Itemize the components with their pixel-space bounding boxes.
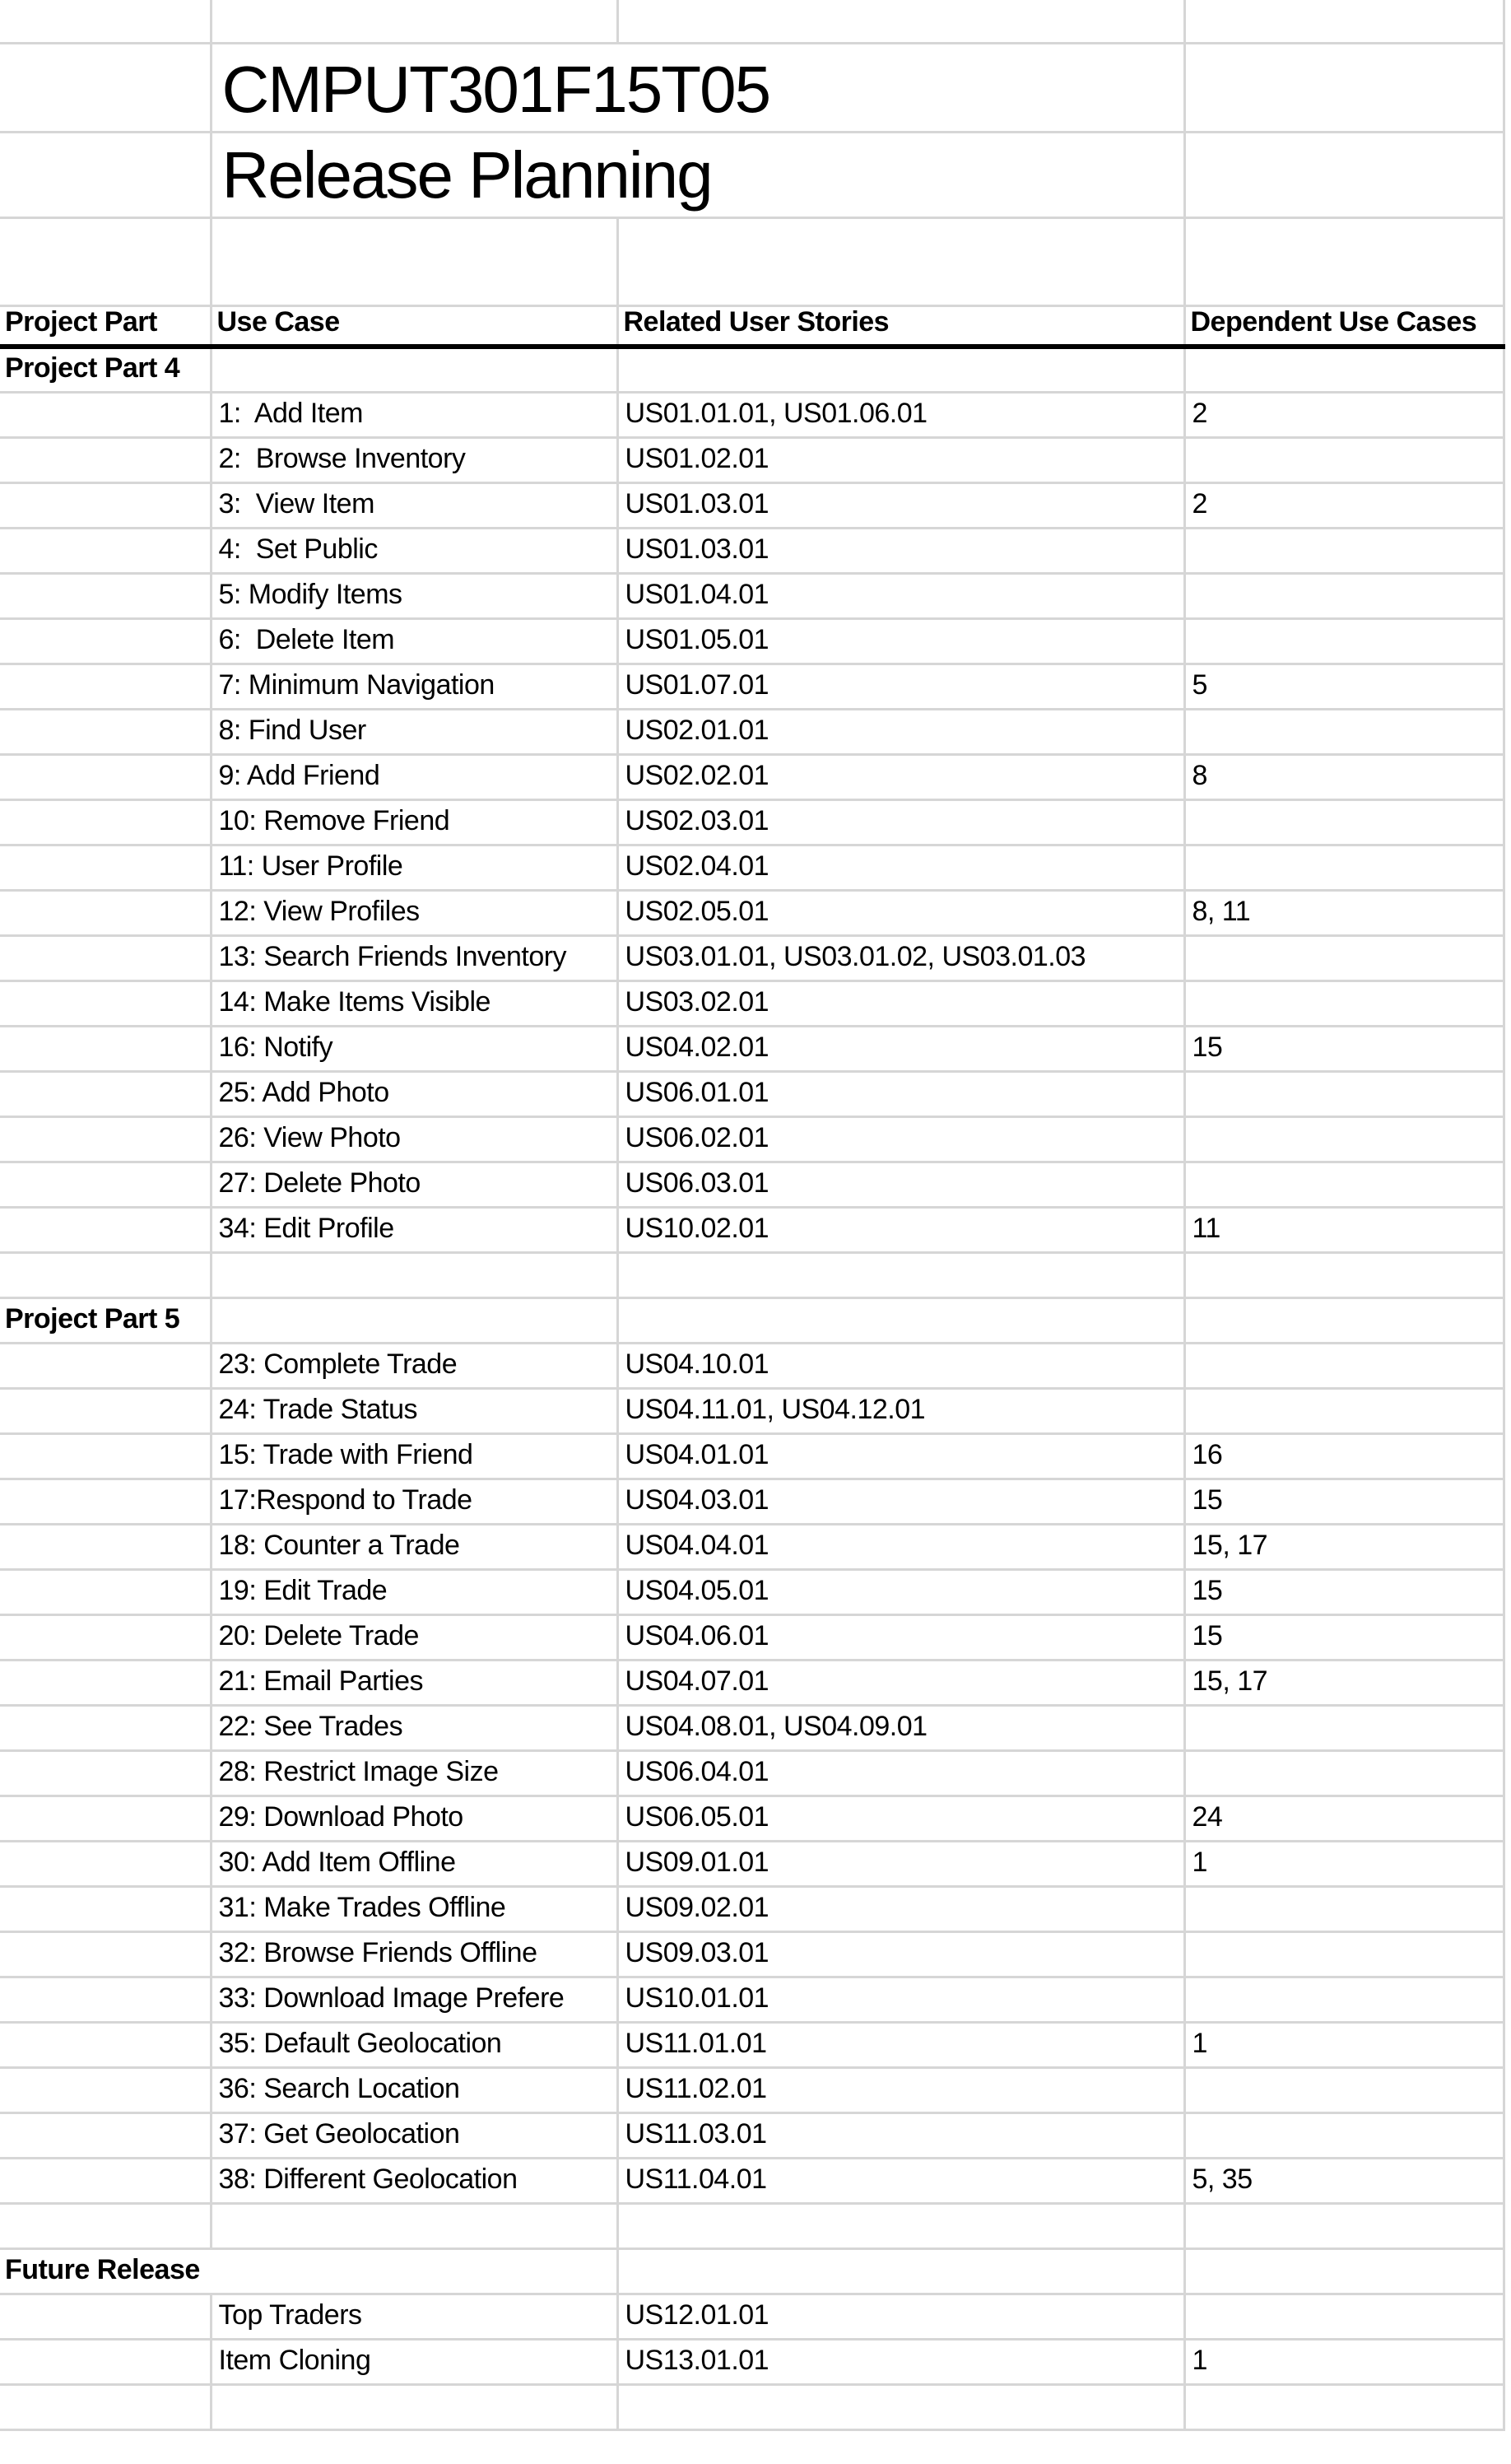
cell-related-stories[interactable]: US02.02.01 xyxy=(617,754,1184,799)
cell-use-case[interactable]: 1: Add Item xyxy=(211,392,617,437)
cell-dependent[interactable] xyxy=(1184,618,1504,664)
cell-project-part[interactable] xyxy=(0,709,211,754)
cell-related-stories[interactable]: US04.10.01 xyxy=(617,1343,1184,1388)
cell-use-case[interactable]: 29: Download Photo xyxy=(211,1796,617,1841)
cell-use-case[interactable]: 38: Different Geolocation xyxy=(211,2158,617,2203)
table-row xyxy=(0,935,1504,980)
sheet-subtitle[interactable]: Release Planning xyxy=(211,132,1184,217)
cell-use-case[interactable]: 12: View Profiles xyxy=(211,890,617,935)
cell-dependent[interactable] xyxy=(1184,1388,1504,1433)
cell-use-case[interactable]: 15: Trade with Friend xyxy=(211,1433,617,1479)
cell-project-part[interactable] xyxy=(0,1162,211,1207)
cell-related-stories[interactable]: US11.02.01 xyxy=(617,2067,1184,2112)
col-header-related-user-stories[interactable]: Related User Stories xyxy=(617,305,1184,347)
cell-empty[interactable] xyxy=(211,2384,617,2429)
table-row xyxy=(0,845,1504,890)
cell-use-case[interactable]: 11: User Profile xyxy=(211,845,617,890)
cell-use-case[interactable]: 10: Remove Friend xyxy=(211,799,617,845)
cell-dependent[interactable] xyxy=(1184,2112,1504,2158)
cell-project-part[interactable] xyxy=(0,1524,211,1569)
cell-empty[interactable] xyxy=(0,217,211,305)
cell-use-case[interactable]: 27: Delete Photo xyxy=(211,1162,617,1207)
cell-dependent[interactable] xyxy=(1184,1705,1504,1750)
cell-related-stories[interactable]: US06.05.01 xyxy=(617,1796,1184,1841)
cell-use-case[interactable]: 9: Add Friend xyxy=(211,754,617,799)
table-row xyxy=(0,754,1504,799)
cell-use-case[interactable]: Item Cloning xyxy=(211,2339,617,2384)
cell-empty[interactable] xyxy=(617,217,1184,305)
cell-empty[interactable] xyxy=(1184,132,1504,217)
table-row xyxy=(0,1569,1504,1614)
cell-dependent[interactable]: 2 xyxy=(1184,392,1504,437)
cell-related-stories[interactable]: US10.02.01 xyxy=(617,1207,1184,1252)
cell-related-stories[interactable]: US02.03.01 xyxy=(617,799,1184,845)
cell-related-stories[interactable] xyxy=(617,2248,1184,2294)
cell-project-part[interactable] xyxy=(0,754,211,799)
cell-dependent[interactable]: 5, 35 xyxy=(1184,2158,1504,2203)
cell-empty[interactable] xyxy=(0,132,211,217)
table-row xyxy=(0,1841,1504,1886)
cell-project-part[interactable] xyxy=(0,664,211,709)
cell-empty[interactable] xyxy=(617,2384,1184,2429)
section-header-row xyxy=(0,2248,1504,2294)
cell-use-case[interactable] xyxy=(211,1297,617,1343)
cell-dependent[interactable]: 15 xyxy=(1184,1569,1504,1614)
row-column-headers xyxy=(0,305,1504,347)
cell-use-case[interactable]: 34: Edit Profile xyxy=(211,1207,617,1252)
table-row xyxy=(0,2339,1504,2384)
cell-empty[interactable] xyxy=(617,1252,1184,1297)
row-subtitle xyxy=(0,132,1504,217)
cell-related-stories[interactable]: US04.03.01 xyxy=(617,1479,1184,1524)
cell-dependent[interactable]: 24 xyxy=(1184,1796,1504,1841)
cell-project-part[interactable] xyxy=(0,573,211,618)
col-header-dependent-use-cases[interactable]: Dependent Use Cases xyxy=(1184,305,1504,347)
cell-dependent[interactable] xyxy=(1184,845,1504,890)
table-row xyxy=(0,437,1504,482)
cell-use-case[interactable]: 25: Add Photo xyxy=(211,1071,617,1116)
section-label-cell[interactable]: Project Part 5 xyxy=(0,1297,211,1343)
cell-project-part[interactable] xyxy=(0,392,211,437)
row-top-blank xyxy=(0,0,1504,43)
cell-related-stories[interactable]: US06.04.01 xyxy=(617,1750,1184,1796)
cell-use-case[interactable]: 23: Complete Trade xyxy=(211,1343,617,1388)
cell-dependent[interactable] xyxy=(1184,437,1504,482)
cell-related-stories[interactable]: US01.01.01, US01.06.01 xyxy=(617,392,1184,437)
cell-use-case[interactable]: 4: Set Public xyxy=(211,528,617,573)
table-row xyxy=(0,2158,1504,2203)
cell-dependent[interactable] xyxy=(1184,1977,1504,2022)
cell-project-part[interactable] xyxy=(0,1479,211,1524)
table-row xyxy=(0,618,1504,664)
cell-empty[interactable] xyxy=(617,2203,1184,2248)
cell-empty[interactable] xyxy=(0,0,211,43)
cell-related-stories[interactable]: US03.01.01, US03.01.02, US03.01.03 xyxy=(617,935,1184,980)
cell-empty[interactable] xyxy=(0,43,211,132)
sheet-title[interactable]: CMPUT301F15T05 xyxy=(211,43,1184,132)
cell-related-stories[interactable]: US02.05.01 xyxy=(617,890,1184,935)
cell-project-part[interactable] xyxy=(0,2022,211,2067)
cell-project-part[interactable] xyxy=(0,1705,211,1750)
cell-dependent[interactable]: 1 xyxy=(1184,2022,1504,2067)
cell-dependent[interactable]: 8 xyxy=(1184,754,1504,799)
cell-project-part[interactable] xyxy=(0,1841,211,1886)
cell-project-part[interactable] xyxy=(0,1569,211,1614)
cell-related-stories[interactable]: US01.07.01 xyxy=(617,664,1184,709)
row-blank-tall xyxy=(0,217,1504,305)
cell-empty[interactable] xyxy=(1184,217,1504,305)
section-label-cell[interactable]: Future Release xyxy=(0,2248,617,2294)
cell-dependent[interactable] xyxy=(1184,1931,1504,1977)
cell-project-part[interactable] xyxy=(0,799,211,845)
cell-dependent[interactable]: 15 xyxy=(1184,1026,1504,1071)
table-row xyxy=(0,1750,1504,1796)
cell-use-case[interactable]: Top Traders xyxy=(211,2294,617,2339)
cell-empty[interactable] xyxy=(0,2203,211,2248)
cell-related-stories[interactable] xyxy=(617,347,1184,392)
table-row xyxy=(0,1705,1504,1750)
cell-project-part[interactable] xyxy=(0,2158,211,2203)
cell-project-part[interactable] xyxy=(0,1026,211,1071)
table-row xyxy=(0,1433,1504,1479)
cell-use-case[interactable]: 33: Download Image Prefere xyxy=(211,1977,617,2022)
cell-dependent[interactable]: 1 xyxy=(1184,2339,1504,2384)
cell-related-stories[interactable]: US01.02.01 xyxy=(617,437,1184,482)
cell-related-stories[interactable]: US03.02.01 xyxy=(617,980,1184,1026)
cell-use-case[interactable]: 14: Make Items Visible xyxy=(211,980,617,1026)
table-row xyxy=(0,528,1504,573)
cell-project-part[interactable] xyxy=(0,1614,211,1660)
table-row xyxy=(0,1388,1504,1433)
table-row xyxy=(0,1931,1504,1977)
cell-project-part[interactable] xyxy=(0,2294,211,2339)
row-blank xyxy=(0,1252,1504,1297)
cell-dependent[interactable] xyxy=(1184,1162,1504,1207)
table-row xyxy=(0,799,1504,845)
cell-use-case[interactable]: 32: Browse Friends Offline xyxy=(211,1931,617,1977)
cell-use-case[interactable]: 20: Delete Trade xyxy=(211,1614,617,1660)
table-row xyxy=(0,664,1504,709)
table-row xyxy=(0,1026,1504,1071)
table-row xyxy=(0,980,1504,1026)
cell-use-case[interactable]: 35: Default Geolocation xyxy=(211,2022,617,2067)
cell-related-stories[interactable]: US04.07.01 xyxy=(617,1660,1184,1705)
cell-related-stories[interactable]: US13.01.01 xyxy=(617,2339,1184,2384)
cell-use-case[interactable]: 17:Respond to Trade xyxy=(211,1479,617,1524)
cell-empty[interactable] xyxy=(1184,2203,1504,2248)
cell-related-stories[interactable]: US04.05.01 xyxy=(617,1569,1184,1614)
table-row xyxy=(0,1660,1504,1705)
cell-use-case[interactable]: 13: Search Friends Inventory xyxy=(211,935,617,980)
table-row xyxy=(0,1524,1504,1569)
cell-related-stories[interactable]: US04.02.01 xyxy=(617,1026,1184,1071)
cell-use-case[interactable] xyxy=(211,347,617,392)
cell-dependent[interactable] xyxy=(1184,1886,1504,1931)
cell-dependent[interactable]: 11 xyxy=(1184,1207,1504,1252)
cell-dependent[interactable]: 15 xyxy=(1184,1614,1504,1660)
cell-dependent[interactable] xyxy=(1184,1071,1504,1116)
row-title xyxy=(0,43,1504,132)
section-header-row xyxy=(0,1297,1504,1343)
cell-project-part[interactable] xyxy=(0,2112,211,2158)
cell-empty[interactable] xyxy=(0,1252,211,1297)
cell-use-case[interactable]: 7: Minimum Navigation xyxy=(211,664,617,709)
cell-project-part[interactable] xyxy=(0,890,211,935)
cell-project-part[interactable] xyxy=(0,1343,211,1388)
section-label-cell[interactable]: Project Part 4 xyxy=(0,347,211,392)
cell-related-stories[interactable]: US01.04.01 xyxy=(617,573,1184,618)
table-row xyxy=(0,1479,1504,1524)
cell-project-part[interactable] xyxy=(0,528,211,573)
cell-use-case[interactable]: 18: Counter a Trade xyxy=(211,1524,617,1569)
cell-related-stories[interactable]: US09.03.01 xyxy=(617,1931,1184,1977)
table-row xyxy=(0,1343,1504,1388)
row-blank xyxy=(0,2384,1504,2429)
cell-related-stories[interactable]: US01.03.01 xyxy=(617,482,1184,528)
cell-empty[interactable] xyxy=(1184,1252,1504,1297)
cell-dependent[interactable]: 15, 17 xyxy=(1184,1660,1504,1705)
cell-dependent[interactable] xyxy=(1184,1116,1504,1162)
cell-related-stories[interactable]: US01.03.01 xyxy=(617,528,1184,573)
cell-use-case[interactable]: 37: Get Geolocation xyxy=(211,2112,617,2158)
cell-use-case[interactable]: 36: Search Location xyxy=(211,2067,617,2112)
table-row xyxy=(0,2067,1504,2112)
cell-dependent[interactable] xyxy=(1184,347,1504,392)
cell-related-stories[interactable]: US11.01.01 xyxy=(617,2022,1184,2067)
cell-related-stories[interactable]: US06.02.01 xyxy=(617,1116,1184,1162)
cell-related-stories[interactable]: US02.01.01 xyxy=(617,709,1184,754)
table-row xyxy=(0,1207,1504,1252)
cell-use-case[interactable]: 16: Notify xyxy=(211,1026,617,1071)
cell-project-part[interactable] xyxy=(0,935,211,980)
cell-project-part[interactable] xyxy=(0,1660,211,1705)
cell-related-stories[interactable]: US04.11.01, US04.12.01 xyxy=(617,1388,1184,1433)
table-row xyxy=(0,1071,1504,1116)
cell-use-case[interactable]: 28: Restrict Image Size xyxy=(211,1750,617,1796)
table-row xyxy=(0,1116,1504,1162)
cell-project-part[interactable] xyxy=(0,980,211,1026)
cell-dependent[interactable] xyxy=(1184,1343,1504,1388)
cell-project-part[interactable] xyxy=(0,437,211,482)
table-row xyxy=(0,573,1504,618)
cell-dependent[interactable] xyxy=(1184,2067,1504,2112)
cell-empty[interactable] xyxy=(1184,43,1504,132)
table-row xyxy=(0,1796,1504,1841)
cell-project-part[interactable] xyxy=(0,2067,211,2112)
cell-dependent[interactable] xyxy=(1184,1297,1504,1343)
table-row xyxy=(0,709,1504,754)
cell-dependent[interactable] xyxy=(1184,980,1504,1026)
cell-dependent[interactable] xyxy=(1184,2248,1504,2294)
cell-empty[interactable] xyxy=(211,0,617,43)
cell-use-case[interactable]: 21: Email Parties xyxy=(211,1660,617,1705)
cell-project-part[interactable] xyxy=(0,482,211,528)
cell-empty[interactable] xyxy=(1184,0,1504,43)
table-row xyxy=(0,2112,1504,2158)
cell-related-stories[interactable]: US04.06.01 xyxy=(617,1614,1184,1660)
cell-related-stories[interactable]: US11.04.01 xyxy=(617,2158,1184,2203)
table-row xyxy=(0,2022,1504,2067)
cell-empty[interactable] xyxy=(0,2384,211,2429)
cell-use-case[interactable]: 8: Find User xyxy=(211,709,617,754)
cell-empty[interactable] xyxy=(211,217,617,305)
table-row xyxy=(0,1614,1504,1660)
cell-related-stories[interactable]: US06.01.01 xyxy=(617,1071,1184,1116)
cell-dependent[interactable] xyxy=(1184,528,1504,573)
cell-project-part[interactable] xyxy=(0,2339,211,2384)
cell-use-case[interactable]: 22: See Trades xyxy=(211,1705,617,1750)
cell-dependent[interactable] xyxy=(1184,799,1504,845)
cell-use-case[interactable]: 31: Make Trades Offline xyxy=(211,1886,617,1931)
cell-project-part[interactable] xyxy=(0,1796,211,1841)
cell-dependent[interactable]: 16 xyxy=(1184,1433,1504,1479)
cell-related-stories[interactable]: US09.01.01 xyxy=(617,1841,1184,1886)
cell-dependent[interactable] xyxy=(1184,709,1504,754)
cell-dependent[interactable]: 15, 17 xyxy=(1184,1524,1504,1569)
cell-related-stories[interactable]: US04.04.01 xyxy=(617,1524,1184,1569)
cell-use-case[interactable]: 5: Modify Items xyxy=(211,573,617,618)
table-row xyxy=(0,482,1504,528)
cell-related-stories[interactable]: US04.08.01, US04.09.01 xyxy=(617,1705,1184,1750)
cell-project-part[interactable] xyxy=(0,1433,211,1479)
section-header-row xyxy=(0,347,1504,392)
cell-related-stories[interactable]: US12.01.01 xyxy=(617,2294,1184,2339)
cell-project-part[interactable] xyxy=(0,1977,211,2022)
cell-dependent[interactable] xyxy=(1184,935,1504,980)
cell-empty[interactable] xyxy=(211,2203,617,2248)
cell-dependent[interactable]: 8, 11 xyxy=(1184,890,1504,935)
cell-related-stories[interactable]: US02.04.01 xyxy=(617,845,1184,890)
cell-use-case[interactable]: 3: View Item xyxy=(211,482,617,528)
cell-related-stories[interactable]: US09.02.01 xyxy=(617,1886,1184,1931)
cell-related-stories[interactable]: US06.03.01 xyxy=(617,1162,1184,1207)
table-row xyxy=(0,2294,1504,2339)
cell-dependent[interactable]: 5 xyxy=(1184,664,1504,709)
cell-use-case[interactable]: 2: Browse Inventory xyxy=(211,437,617,482)
cell-empty[interactable] xyxy=(1184,2384,1504,2429)
table-row xyxy=(0,392,1504,437)
cell-dependent[interactable] xyxy=(1184,2294,1504,2339)
cell-use-case[interactable]: 26: View Photo xyxy=(211,1116,617,1162)
cell-dependent[interactable] xyxy=(1184,1750,1504,1796)
col-header-use-case[interactable]: Use Case xyxy=(211,305,617,347)
cell-empty[interactable] xyxy=(211,1252,617,1297)
cell-use-case[interactable]: 19: Edit Trade xyxy=(211,1569,617,1614)
cell-project-part[interactable] xyxy=(0,618,211,664)
cell-project-part[interactable] xyxy=(0,845,211,890)
cell-project-part[interactable] xyxy=(0,1931,211,1977)
cell-dependent[interactable]: 1 xyxy=(1184,1841,1504,1886)
cell-use-case[interactable]: 30: Add Item Offline xyxy=(211,1841,617,1886)
cell-project-part[interactable] xyxy=(0,1116,211,1162)
cell-dependent[interactable]: 2 xyxy=(1184,482,1504,528)
table-row xyxy=(0,1977,1504,2022)
row-blank xyxy=(0,2203,1504,2248)
cell-project-part[interactable] xyxy=(0,1886,211,1931)
cell-dependent[interactable] xyxy=(1184,573,1504,618)
cell-dependent[interactable]: 15 xyxy=(1184,1479,1504,1524)
cell-related-stories[interactable] xyxy=(617,1297,1184,1343)
cell-related-stories[interactable]: US04.01.01 xyxy=(617,1433,1184,1479)
cell-related-stories[interactable]: US01.05.01 xyxy=(617,618,1184,664)
cell-project-part[interactable] xyxy=(0,1207,211,1252)
cell-use-case[interactable]: 6: Delete Item xyxy=(211,618,617,664)
cell-project-part[interactable] xyxy=(0,1071,211,1116)
table-row xyxy=(0,1886,1504,1931)
cell-related-stories[interactable]: US11.03.01 xyxy=(617,2112,1184,2158)
cell-empty[interactable] xyxy=(617,0,1184,43)
cell-use-case[interactable]: 24: Trade Status xyxy=(211,1388,617,1433)
cell-project-part[interactable] xyxy=(0,1388,211,1433)
table-row xyxy=(0,1162,1504,1207)
table-row xyxy=(0,890,1504,935)
col-header-project-part[interactable]: Project Part xyxy=(0,305,211,347)
cell-related-stories[interactable]: US10.01.01 xyxy=(617,1977,1184,2022)
cell-project-part[interactable] xyxy=(0,1750,211,1796)
